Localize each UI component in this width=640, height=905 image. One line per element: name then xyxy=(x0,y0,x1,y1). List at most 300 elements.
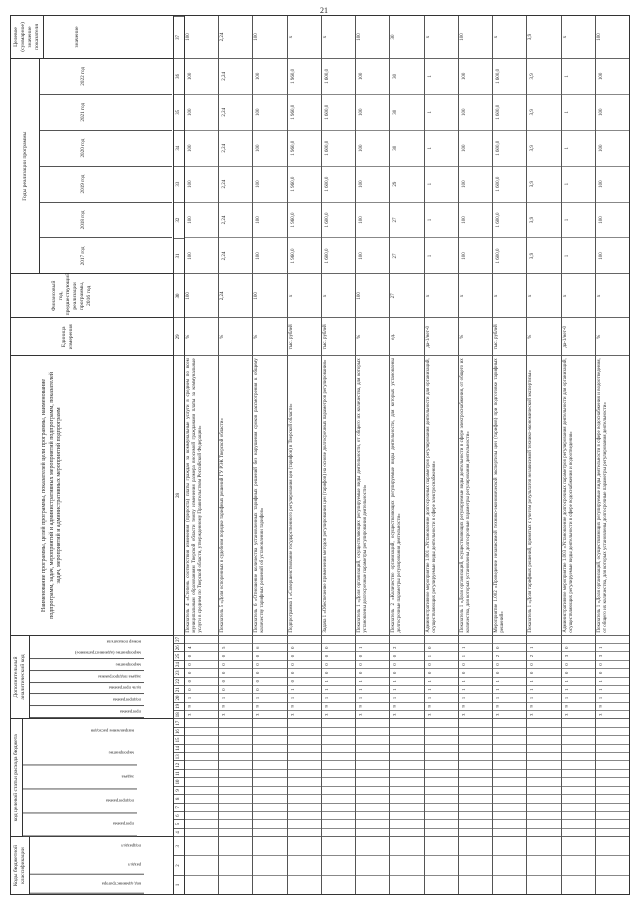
row-years xyxy=(493,58,526,274)
classification-cell xyxy=(219,735,252,743)
row-unit: % xyxy=(253,317,286,355)
classification-cell xyxy=(425,760,458,768)
year-value: 1 xyxy=(425,202,458,238)
additional-code-cell: 1 xyxy=(493,693,526,701)
row-base: х xyxy=(527,273,560,317)
additional-code-cell: 3 xyxy=(219,710,252,718)
classification-cell xyxy=(596,719,629,726)
classification-cell xyxy=(390,769,423,777)
table-row xyxy=(322,16,356,894)
classification-cell xyxy=(288,803,321,811)
table-row xyxy=(185,16,219,894)
year-value: 1 960,0 xyxy=(288,166,321,202)
kbk-cell xyxy=(253,837,286,855)
additional-code-cell: 3 xyxy=(527,710,560,718)
row-name: Административное мероприятие 1.001 «Установление долгосрочных параметров регулирования деятельности для организаций, осуществляющих регулируемые виды деятельности в сфере электроснабжения» xyxy=(425,355,458,634)
year-value: 100 xyxy=(459,202,492,238)
classification-cell xyxy=(322,777,355,785)
row-base: х xyxy=(459,273,492,317)
row-name: Мероприятие 1.002 «Проведение независимой технико-экономической экспертизы цен (тарифов) при подготовке тарифных решений» xyxy=(493,355,526,634)
additional-code-cell: 0 xyxy=(185,685,218,693)
year-value: 1 600,0 xyxy=(322,130,355,166)
row-target: 30 xyxy=(391,34,397,40)
additional-code-cell: 4 xyxy=(185,643,218,651)
kbk-cell xyxy=(356,875,389,894)
classification-cell xyxy=(356,719,389,726)
year-header: 2020 год xyxy=(40,130,172,166)
additional-code-cell xyxy=(322,636,355,643)
additional-code-cell: 0 xyxy=(185,651,218,659)
row-base: 100 xyxy=(356,273,389,317)
additional-code-cell: 0 xyxy=(219,668,252,676)
additional-code-cell: 9 xyxy=(185,702,218,710)
additional-code-cell: 3 xyxy=(288,710,321,718)
year-value: 100 xyxy=(185,94,218,130)
row-target: х xyxy=(494,35,500,39)
year-value: 100 xyxy=(356,130,389,166)
classification-cell xyxy=(527,752,560,760)
classification-cell xyxy=(459,828,492,836)
classification-cell xyxy=(493,735,526,743)
row-unit: % xyxy=(459,317,492,355)
kbk-cell xyxy=(253,855,286,874)
year-value: 1 960,0 xyxy=(288,202,321,238)
kbk-cell xyxy=(459,837,492,855)
additional-code-cell: 0 xyxy=(185,668,218,676)
year-value: 100 xyxy=(188,72,193,81)
classification-cell xyxy=(390,786,423,794)
additional-code-cell: 6 xyxy=(253,643,286,651)
additional-code-cell: 0 xyxy=(322,651,355,659)
additional-codes xyxy=(596,635,629,719)
column-number: 22 xyxy=(174,677,184,685)
table-header xyxy=(10,15,174,895)
classification-cell xyxy=(390,811,423,819)
year-value: 3,9 xyxy=(527,130,560,166)
row-years xyxy=(219,58,252,274)
row-name: Административное мероприятие 1.003 «Установление долгосрочных параметров регулирования деятельности для организаций, осуществляющих регулируемые виды деятельности в сфере водоснабжения и водоотведения» xyxy=(562,355,595,634)
column-number: 24 xyxy=(174,660,184,668)
classification-cell xyxy=(356,786,389,794)
classification-cell xyxy=(253,769,286,777)
column-number: 28 xyxy=(174,355,184,634)
classification-cell xyxy=(322,727,355,735)
additional-code-cell: 0 xyxy=(596,660,629,668)
additional-code-cell: 3 xyxy=(596,651,629,659)
year-value: 1 xyxy=(425,166,458,202)
classification-cell xyxy=(390,794,423,802)
year-value: 29 xyxy=(390,166,423,202)
additional-subheader: подпрограмма xyxy=(30,694,144,706)
kbk-codes xyxy=(493,836,526,894)
classification-cell xyxy=(562,769,595,777)
classification-cell xyxy=(390,819,423,827)
additional-code-cell: 1 xyxy=(493,677,526,685)
column-number: 27 xyxy=(174,635,184,643)
additional-code-cell: 1 xyxy=(596,677,629,685)
additional-code-cell: 9 xyxy=(219,702,252,710)
year-value: 100 xyxy=(596,237,629,273)
classification-cell xyxy=(219,777,252,785)
classification-cell xyxy=(356,769,389,777)
row-years xyxy=(527,58,560,274)
year-value: 100 xyxy=(459,94,492,130)
additional-code-cell: 0 xyxy=(288,677,321,685)
additional-code-header: Дополнительный аналитический код программа подпрограмма цель программы задача подпрограммы мероприятие мероприятие (административное) номер показателя xyxy=(11,635,173,719)
row-unit: да-1/нет-0 xyxy=(425,317,458,355)
classification-codes xyxy=(493,718,526,836)
kbk-cell xyxy=(596,855,629,874)
classification-cell xyxy=(219,811,252,819)
classification-cell xyxy=(390,727,423,735)
year-value: 1 600,0 xyxy=(322,94,355,130)
classification-cell xyxy=(356,752,389,760)
additional-subheader: мероприятие (административное) xyxy=(30,647,144,659)
additional-code-cell: 1 xyxy=(425,693,458,701)
classification-cell xyxy=(596,744,629,752)
classification-cell xyxy=(459,752,492,760)
year-value: 100 xyxy=(461,72,467,81)
classification-cell xyxy=(425,811,458,819)
additional-code-cell: 1 xyxy=(390,677,423,685)
classification-cell xyxy=(253,794,286,802)
row-name: Показатель 1 «Доля организаций, осуществляющих регулируемые виды деятельности в сфере водоснабжения и водоотведения, от общего их количества, для которых установлены долгосрочные параметры регулирования деятельности» xyxy=(596,355,629,634)
table-row xyxy=(288,16,322,894)
classification-cell xyxy=(527,719,560,726)
row-target: 3,9 xyxy=(528,33,534,41)
column-number: 19 xyxy=(174,702,184,710)
classification-cell xyxy=(322,752,355,760)
kbk-cell xyxy=(390,875,423,894)
year-value: 1 960,0 xyxy=(290,68,296,84)
additional-code-cell: 0 xyxy=(219,685,252,693)
classification-cell xyxy=(459,811,492,819)
year-value: 1 xyxy=(425,237,458,273)
row-years xyxy=(356,58,389,274)
classification-cell xyxy=(219,794,252,802)
kbk-cell xyxy=(425,837,458,855)
kbk-cell xyxy=(493,855,526,874)
kbk-codes xyxy=(356,836,389,894)
row-years xyxy=(390,58,423,274)
year-value: 100 xyxy=(253,166,286,202)
classification-cell xyxy=(322,794,355,802)
classification-cell xyxy=(596,819,629,827)
row-target: 100 xyxy=(596,33,602,41)
row-years xyxy=(459,58,492,274)
column-number: 11 xyxy=(174,769,184,777)
additional-code-cell: 1 xyxy=(356,685,389,693)
classification-cell xyxy=(185,811,218,819)
kbk-cell xyxy=(493,837,526,855)
additional-code-cell: 3 xyxy=(596,710,629,718)
year-value: 30 xyxy=(393,73,399,79)
kbk-cell xyxy=(596,837,629,855)
additional-codes xyxy=(390,635,423,719)
classification-cell xyxy=(253,819,286,827)
classification-cell xyxy=(253,719,286,726)
classification-cell xyxy=(562,735,595,743)
year-value: 100 xyxy=(253,202,286,238)
classification-cell xyxy=(493,819,526,827)
classification-cell xyxy=(459,819,492,827)
classification-cell xyxy=(322,811,355,819)
classification-cell xyxy=(562,803,595,811)
classification-cell xyxy=(219,752,252,760)
additional-code-cell: 1 xyxy=(253,693,286,701)
year-value: 1 960,0 xyxy=(288,130,321,166)
year-value: 100 xyxy=(253,94,286,130)
classification-cell xyxy=(596,803,629,811)
classification-cell xyxy=(253,828,286,836)
classification-cell xyxy=(459,744,492,752)
row-base: х xyxy=(493,273,526,317)
classification-cell xyxy=(493,727,526,735)
classification-codes xyxy=(288,718,321,836)
kbk-codes xyxy=(596,836,629,894)
classification-cell xyxy=(219,819,252,827)
year-value: 1 600,0 xyxy=(324,68,330,84)
additional-code-cell: 0 xyxy=(253,651,286,659)
kbk-cell xyxy=(185,855,218,874)
year-value: 100 xyxy=(185,202,218,238)
classification-cell xyxy=(527,828,560,836)
column-number: 35 xyxy=(174,94,184,130)
classification-cell xyxy=(185,819,218,827)
row-target: 100 xyxy=(459,33,465,41)
classification-cell xyxy=(185,803,218,811)
additional-code-cell: 3 xyxy=(562,651,595,659)
classification-cell xyxy=(219,803,252,811)
additional-code-cell: 9 xyxy=(596,702,629,710)
additional-code-cell: 0 xyxy=(253,660,286,668)
additional-code-cell: 0 xyxy=(219,651,252,659)
year-value: 30 xyxy=(390,94,423,130)
kbk-cell xyxy=(527,855,560,874)
table-body xyxy=(185,15,630,895)
additional-code-cell: 9 xyxy=(562,702,595,710)
additional-code-cell: 1 xyxy=(322,693,355,701)
table-row xyxy=(527,16,561,894)
year-value: 100 xyxy=(598,72,604,81)
classification-cell xyxy=(185,752,218,760)
classification-cell xyxy=(288,786,321,794)
column-number: 6 xyxy=(174,811,184,819)
additional-code-cell: 0 xyxy=(288,651,321,659)
additional-code-cell: 0 xyxy=(390,668,423,676)
year-header: 2018 год xyxy=(40,202,172,238)
additional-code-cell: 9 xyxy=(459,702,492,710)
year-value: 2,24 xyxy=(219,94,252,130)
additional-code-cell: 0 xyxy=(562,643,595,651)
year-value: 1 600,0 xyxy=(493,237,526,273)
classification-cell xyxy=(253,786,286,794)
classification-cell xyxy=(356,828,389,836)
budget-codes-header: Коды бюджетной классификации код администратора раздел подраздел xyxy=(11,836,173,894)
year-value: 2,24 xyxy=(219,202,252,238)
classification-cell xyxy=(493,786,526,794)
additional-code-cell: 0 xyxy=(459,660,492,668)
kbk-codes xyxy=(185,836,218,894)
additional-codes xyxy=(219,635,252,719)
column-number: 30 xyxy=(174,273,184,317)
additional-code-cell: 0 xyxy=(390,660,423,668)
year-header: 2021 год xyxy=(40,94,172,130)
classification-cell xyxy=(493,794,526,802)
classification-cell xyxy=(562,828,595,836)
kbk-codes xyxy=(527,836,560,894)
row-target: 100 xyxy=(254,33,260,41)
classification-cell xyxy=(493,828,526,836)
classification-cell xyxy=(562,760,595,768)
column-number: 5 xyxy=(174,819,184,827)
classification-cell xyxy=(185,769,218,777)
classification-cell xyxy=(390,760,423,768)
classification-cell xyxy=(356,760,389,768)
classification-cell xyxy=(356,744,389,752)
column-number-row xyxy=(174,15,185,895)
classification-cell xyxy=(288,777,321,785)
classification-cell xyxy=(288,744,321,752)
classification-cell xyxy=(425,786,458,794)
classification-cell xyxy=(253,777,286,785)
year-value: 100 xyxy=(256,72,262,81)
year-value: 1 xyxy=(564,75,570,78)
column-number: 15 xyxy=(174,735,184,743)
classification-cell xyxy=(527,819,560,827)
classification-codes xyxy=(459,718,492,836)
classification-cell xyxy=(253,752,286,760)
additional-code-cell: 1 xyxy=(390,685,423,693)
year-value: 1 600,0 xyxy=(493,166,526,202)
additional-code-cell: 1 xyxy=(425,685,458,693)
additional-code-cell xyxy=(596,636,629,643)
year-value: 1 xyxy=(562,202,595,238)
kbk-cell xyxy=(425,855,458,874)
row-years xyxy=(425,58,458,274)
classification-cell xyxy=(493,803,526,811)
additional-code-cell: 0 xyxy=(356,660,389,668)
row-unit: % xyxy=(185,317,218,355)
column-number: 3 xyxy=(174,836,184,855)
classification-cell xyxy=(596,811,629,819)
row-base: х xyxy=(322,273,355,317)
additional-code-cell xyxy=(356,636,389,643)
row-base: 2,24 xyxy=(219,273,252,317)
row-unit: % xyxy=(356,317,389,355)
year-value: 1 600,0 xyxy=(493,202,526,238)
classification-cell xyxy=(219,786,252,794)
additional-codes xyxy=(322,635,355,719)
additional-code-cell: 0 xyxy=(390,651,423,659)
additional-code-cell: 1 xyxy=(288,685,321,693)
classification-cell xyxy=(527,786,560,794)
row-target: 100 xyxy=(357,33,363,41)
classification-cell xyxy=(390,735,423,743)
additional-subheader: мероприятие xyxy=(30,659,144,671)
additional-codes xyxy=(459,635,492,719)
classification-cell xyxy=(527,760,560,768)
additional-code-cell: 1 xyxy=(288,693,321,701)
years-header: Годы реализации программы 2017 год 2018 год 2019 год 2020 год 2021 год 2022 год xyxy=(11,58,173,273)
classification-cell xyxy=(425,769,458,777)
additional-code-cell: 1 xyxy=(493,685,526,693)
additional-code-cell: 0 xyxy=(253,685,286,693)
additional-code-cell: 1 xyxy=(185,693,218,701)
kbk-subsection-header: подраздел xyxy=(121,844,141,850)
additional-codes xyxy=(562,635,595,719)
row-target: х xyxy=(322,35,328,39)
kbk-cell xyxy=(219,837,252,855)
program-table xyxy=(10,15,630,895)
additional-code-cell: 1 xyxy=(596,693,629,701)
additional-code-cell: 0 xyxy=(322,668,355,676)
additional-code-cell: 0 xyxy=(185,677,218,685)
table-row xyxy=(562,16,596,894)
year-value: 100 xyxy=(356,94,389,130)
additional-code-cell: 2 xyxy=(493,651,526,659)
classification-cell xyxy=(459,794,492,802)
classification-cell xyxy=(288,760,321,768)
classification-header: код целевой статьи расхода бюджета программа подпрограмма задача мероприятие направление расходов xyxy=(11,718,173,836)
classification-cell xyxy=(288,735,321,743)
additional-code-cell xyxy=(219,636,252,643)
classification-cell xyxy=(493,777,526,785)
additional-code-cell: 3 xyxy=(459,710,492,718)
additional-code-cell xyxy=(562,636,595,643)
classification-cell xyxy=(527,803,560,811)
additional-code-cell: 0 xyxy=(493,643,526,651)
classification-cell xyxy=(527,794,560,802)
name-header: Наименование программы, целей программы, показателей цели программы, наименование подпрограмм, задач, мероприятий и административных мероприятий подпрограмм, показателей задач, мероприятий и административных мероприятий подпрограмм xyxy=(11,355,173,634)
classification-cell xyxy=(390,777,423,785)
classification-cell xyxy=(288,794,321,802)
year-value: 1 600,0 xyxy=(322,237,355,273)
additional-code-cell: 0 xyxy=(527,668,560,676)
additional-subheader: цель программы xyxy=(30,683,144,695)
additional-code-cell: 3 xyxy=(185,710,218,718)
additional-code-cell xyxy=(527,636,560,643)
kbk-cell xyxy=(185,837,218,855)
classification-cell xyxy=(562,719,595,726)
additional-subheader: задача подпрограммы xyxy=(30,671,144,683)
classification-codes xyxy=(356,718,389,836)
classification-cell xyxy=(459,769,492,777)
year-value: 100 xyxy=(459,130,492,166)
year-value: 1 960,0 xyxy=(288,94,321,130)
kbk-cell xyxy=(459,855,492,874)
row-unit: ед. xyxy=(390,317,423,355)
column-number: 2 xyxy=(174,855,184,874)
table-row xyxy=(493,16,527,894)
classification-cell xyxy=(322,786,355,794)
classification-cell xyxy=(493,719,526,726)
kbk-cell xyxy=(219,875,252,894)
classification-cell xyxy=(493,811,526,819)
classification-cell xyxy=(356,819,389,827)
classification-cell xyxy=(425,803,458,811)
classification-cell xyxy=(185,727,218,735)
kbk-cell xyxy=(356,855,389,874)
year-value: 100 xyxy=(253,237,286,273)
classification-cell xyxy=(425,819,458,827)
year-value: 1 xyxy=(562,130,595,166)
additional-code-cell: 0 xyxy=(356,651,389,659)
year-value: 27 xyxy=(390,202,423,238)
classification-cell xyxy=(596,828,629,836)
year-value: 1 xyxy=(425,94,458,130)
additional-code-cell: 1 xyxy=(356,643,389,651)
